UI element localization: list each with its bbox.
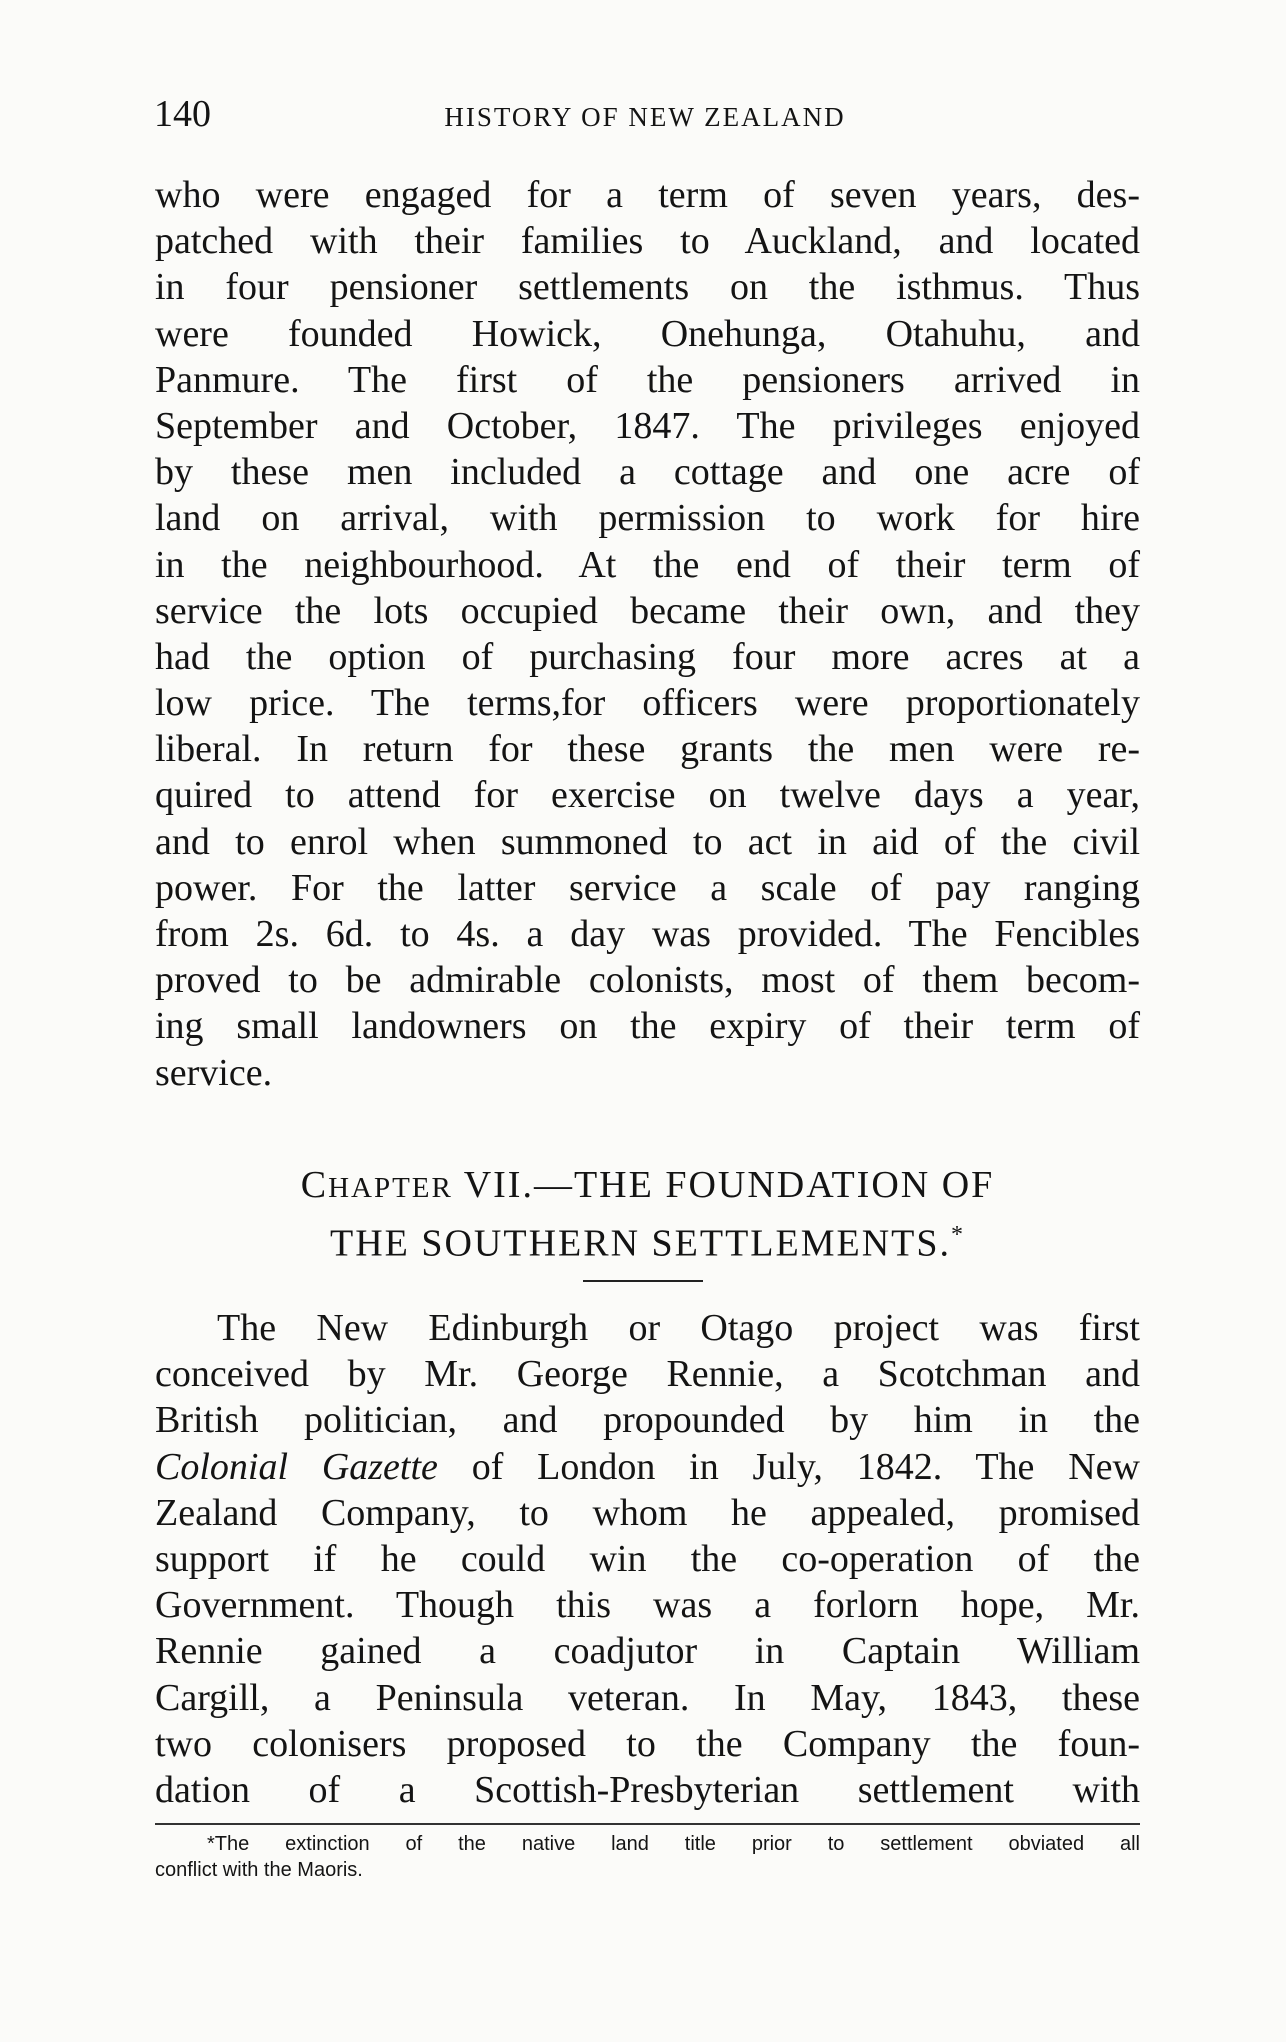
chapter-small-caps: HAPTER <box>328 1172 453 1204</box>
text-line-with-italic <box>155 1444 1140 1490</box>
text-line: dation of a Scottish-Presbyterian settlement with <box>155 1768 1140 1811</box>
chapter-paragraph <box>155 1305 1140 1813</box>
italic-title: Colonial Gazette <box>155 1445 438 1488</box>
chapter-heading <box>155 1162 1140 1268</box>
text-line: Panmure. The first of the pensioners arrived in <box>155 358 1140 401</box>
text-line: two colonisers proposed to the Company the foun- <box>155 1722 1140 1765</box>
footnote <box>155 1831 1140 1883</box>
text-line: in the neighbourhood. At the end of their term of <box>155 543 1140 586</box>
page-number: 140 <box>154 93 211 135</box>
text-line: low price. The terms,for officers were proportionately <box>155 682 1140 725</box>
text-line: conceived by Mr. George Rennie, a Scotchman and <box>155 1353 1140 1396</box>
text-line: who were engaged for a term of seven years, des- <box>155 174 1140 216</box>
text-line: quired to attend for exercise on twelve days a year, <box>155 774 1140 817</box>
running-head <box>150 92 1140 142</box>
chapter-title-part: VII.—THE FOUNDATION OF <box>463 1164 995 1206</box>
text-line: British politician, and propounded by him in the <box>155 1399 1140 1442</box>
text-line: service. <box>155 1051 273 1094</box>
text-line: and to enrol when summoned to act in aid of the civil <box>155 820 1140 863</box>
text-line: patched with their families to Auckland, and located <box>155 220 1140 263</box>
text-line: Government. Though this was a forlorn hope, Mr. <box>155 1584 1140 1627</box>
text-line: liberal. In return for these grants the men were re- <box>155 728 1140 771</box>
text-line-rest: of London in July, 1842. The New <box>437 1445 1140 1488</box>
text-line: land on arrival, with permission to work for hire <box>155 497 1140 540</box>
chapter-heading-line-2 <box>155 1212 1140 1268</box>
text-line: were founded Howick, Onehunga, Otahuhu, and <box>155 312 1140 355</box>
continuation-paragraph <box>155 172 1140 1096</box>
text-line: had the option of purchasing four more acres at a <box>155 635 1140 678</box>
text-line: power. For the latter service a scale of pay ranging <box>155 866 1140 909</box>
chapter-divider <box>583 1280 703 1282</box>
text-line: service the lots occupied became their own, and they <box>155 589 1140 632</box>
text-line: Rennie gained a coadjutor in Captain William <box>155 1630 1140 1673</box>
text-line: proved to be admirable colonists, most of them becom- <box>155 959 1140 1002</box>
text-line: in four pensioner settlements on the isthmus. Thus <box>155 266 1140 309</box>
chapter-heading-line-1 <box>155 1162 1140 1212</box>
footnote-line: conflict with the Maoris. <box>155 1859 363 1881</box>
text-line: from 2s. 6d. to 4s. a day was provided. The Fencibles <box>155 913 1140 955</box>
chapter-title-part: THE SOUTHERN SETTLEMENTS. <box>329 1222 952 1265</box>
chapter-initial: C <box>300 1164 329 1206</box>
text-line: support if he could win the co-operation of the <box>155 1537 1140 1580</box>
text-line: Zealand Company, to whom he appealed, promised <box>155 1491 1140 1534</box>
footnote-marker: * <box>951 1222 966 1248</box>
footnote-rule <box>155 1823 1140 1825</box>
text-line: The New Edinburgh or Otago project was first <box>217 1307 1140 1349</box>
text-line: Cargill, a Peninsula veteran. In May, 1843, these <box>155 1676 1140 1719</box>
text-line: ing small landowners on the expiry of their term of <box>155 1005 1140 1048</box>
running-title: HISTORY OF NEW ZEALAND <box>444 102 846 132</box>
footnote-line: *The extinction of the native land title prior to settlement obviated all <box>207 1833 1140 1855</box>
text-line: September and October, 1847. The privileges enjoyed <box>155 404 1140 447</box>
text-line: by these men included a cottage and one acre of <box>155 451 1140 494</box>
